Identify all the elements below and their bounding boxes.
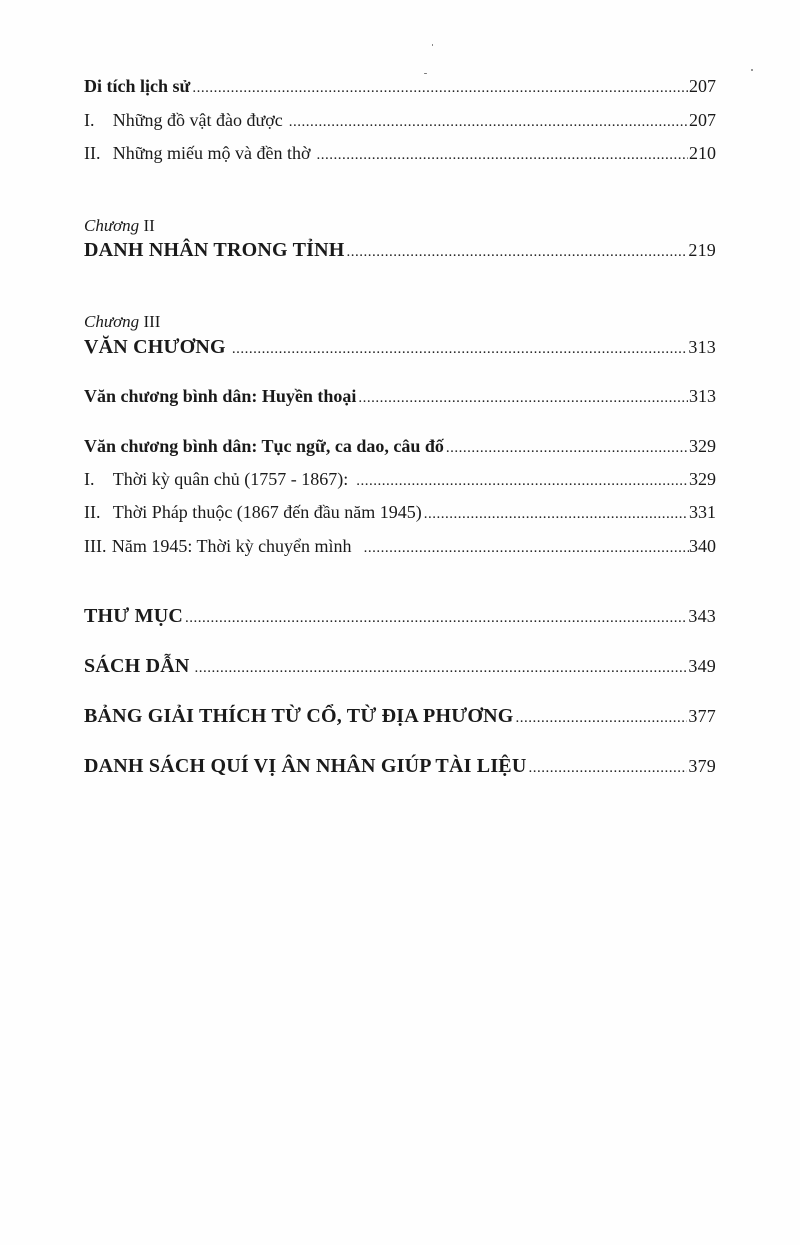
toc-subentry[interactable]: [84, 143, 716, 164]
toc-entry-di-tich[interactable]: [84, 76, 716, 97]
toc-item-number: II.: [84, 143, 101, 163]
toc-entry-chapter-2[interactable]: [84, 239, 716, 262]
dot-leader: [232, 341, 688, 358]
toc-entry-title: DANH NHÂN TRONG TỈNH: [84, 239, 345, 261]
dot-leader: [356, 473, 688, 490]
toc-entry-title: Di tích lịch sử: [84, 76, 191, 96]
chapter-label: [84, 312, 160, 332]
chapter-word: Chương: [84, 312, 140, 331]
toc-item-number: II.: [84, 502, 101, 522]
dot-leader: [358, 390, 688, 407]
toc-entry-title: Năm 1945: Thời kỳ chuyển mình: [111, 536, 352, 556]
toc-entry-title: DANH SÁCH QUÍ VỊ ÂN NHÂN GIÚP TÀI LIỆU: [84, 755, 527, 777]
scan-speck: [424, 73, 427, 74]
toc-page-number: 207: [689, 76, 716, 96]
toc-section[interactable]: [84, 436, 716, 457]
toc-entry-back-matter[interactable]: [84, 755, 716, 778]
toc-subentry[interactable]: [84, 502, 716, 523]
dot-leader: [424, 506, 688, 523]
toc-entry-title: Những miếu mộ và đền thờ: [112, 143, 311, 163]
toc-entry-back-matter[interactable]: [84, 605, 716, 628]
toc-page-number: 219: [688, 240, 716, 260]
toc-entry-chapter-3[interactable]: [84, 336, 716, 359]
toc-page-number: 340: [689, 536, 716, 556]
toc-entry-title: BẢNG GIẢI THÍCH TỪ CỔ, TỪ ĐỊA PHƯƠNG: [84, 705, 514, 727]
dot-leader: [317, 147, 688, 164]
dot-leader: [515, 710, 687, 727]
toc-page-number: 313: [688, 337, 716, 357]
toc-entry-title: Văn chương bình dân: Huyền thoại: [84, 386, 357, 406]
toc-entry-title: THƯ MỤC: [84, 605, 183, 627]
toc-entry-title: Những đồ vật đào được: [112, 110, 283, 130]
dot-leader: [528, 760, 687, 777]
dot-leader: [185, 610, 687, 627]
toc-entry-title: Thời kỳ quân chủ (1757 - 1867):: [112, 469, 349, 489]
toc-page-number: 343: [688, 606, 716, 626]
toc-item-number: III.: [84, 536, 107, 556]
toc-entry-back-matter[interactable]: [84, 655, 716, 678]
toc-entry-back-matter[interactable]: [84, 705, 716, 728]
toc-page-number: 331: [689, 502, 716, 522]
toc-subentry[interactable]: [84, 536, 716, 557]
dot-leader: [347, 244, 688, 261]
toc-subentry[interactable]: [84, 110, 716, 131]
toc-entry-title: SÁCH DẪN: [84, 655, 190, 677]
toc-page-number: 379: [688, 756, 716, 776]
dot-leader: [364, 540, 689, 557]
dot-leader: [446, 440, 688, 457]
chapter-word: Chương: [84, 216, 140, 235]
toc-entry-title: Văn chương bình dân: Tục ngữ, ca dao, câu đố: [84, 436, 444, 456]
toc-page-number: 313: [689, 386, 716, 406]
toc-page-number: 349: [688, 656, 716, 676]
toc-page-number: 207: [689, 110, 716, 130]
dot-leader: [192, 80, 688, 97]
toc-entry-title: Thời Pháp thuộc (1867 đến đầu năm 1945): [112, 502, 422, 522]
scan-speck: [751, 69, 753, 71]
chapter-number: II: [143, 216, 155, 235]
toc-page-number: 329: [689, 469, 716, 489]
toc-section[interactable]: [84, 386, 716, 407]
toc-page-number: 377: [688, 706, 716, 726]
toc-entry-title: VĂN CHƯƠNG: [84, 336, 226, 358]
chapter-number: III: [143, 312, 161, 331]
toc-page-number: 329: [689, 436, 716, 456]
toc-item-number: I.: [84, 469, 95, 489]
toc-subentry[interactable]: [84, 469, 716, 490]
dot-leader: [195, 660, 688, 677]
chapter-label: [84, 216, 155, 236]
scan-speck: [432, 44, 433, 46]
toc-page-number: 210: [689, 143, 716, 163]
dot-leader: [289, 114, 688, 131]
toc-item-number: I.: [84, 110, 95, 130]
